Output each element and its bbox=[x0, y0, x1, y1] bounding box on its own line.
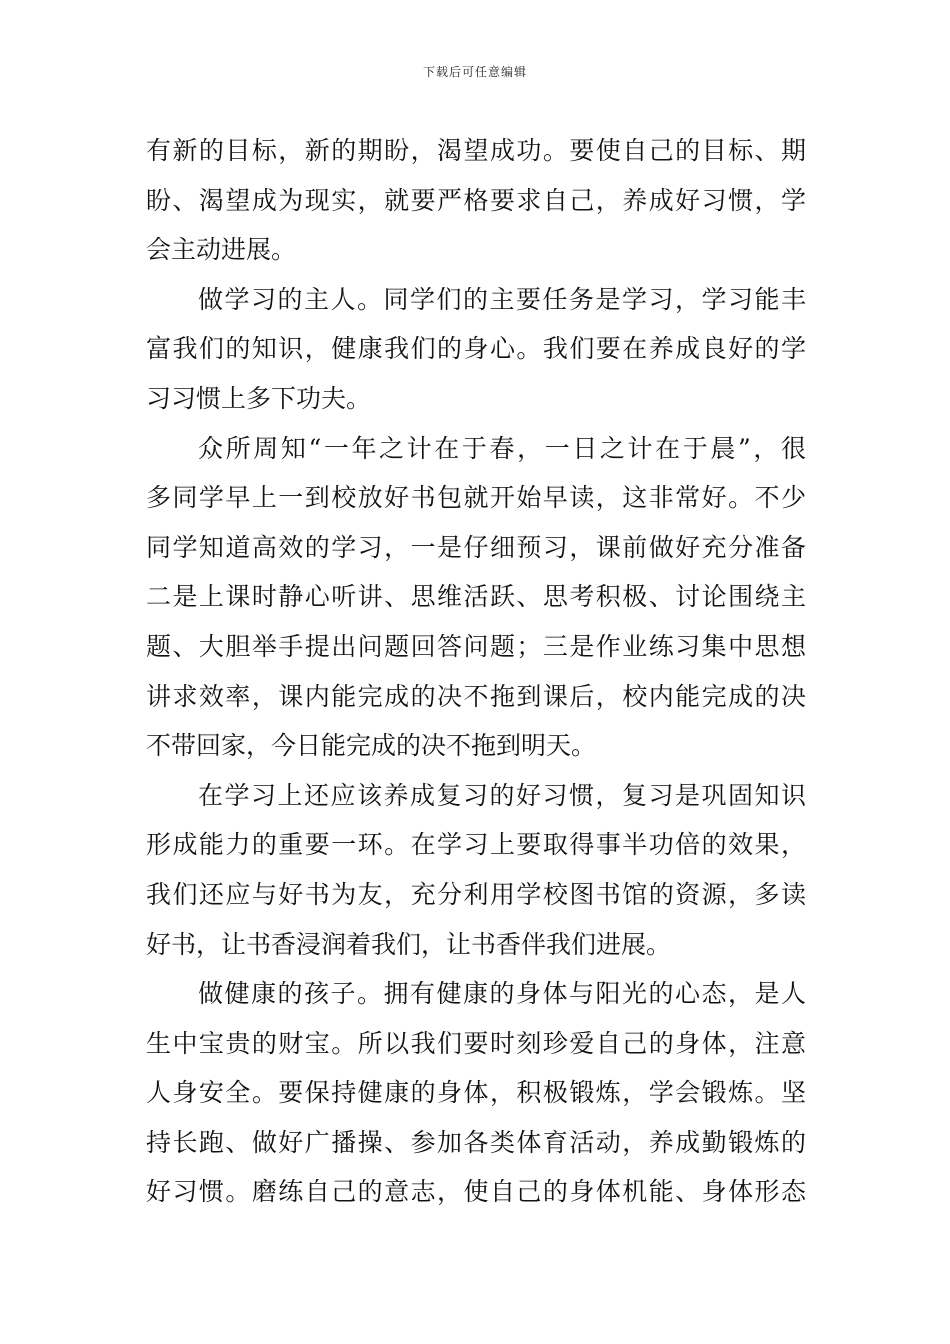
text-line: 不带回家，今日能完成的决不拖到明天。 bbox=[146, 731, 597, 761]
text-line: 富我们的知识，健康我们的身心。我们要在养成良好的学 bbox=[146, 334, 806, 364]
text-line: 讲求效率，课内能完成的决不拖到课后，校内能完成的决 bbox=[146, 681, 806, 711]
text-line: 会主动进展。 bbox=[146, 235, 297, 265]
page-header: 下载后可任意编辑 bbox=[422, 65, 527, 79]
text-line: 我们还应与好书为友，充分利用学校图书馆的资源，多读 bbox=[146, 879, 806, 909]
text-line: 多同学早上一到校放好书包就开始早读，这非常好。不少 bbox=[146, 483, 806, 513]
text-line: 人身安全。要保持健康的身体，积极锻炼，学会锻炼。坚 bbox=[146, 1078, 806, 1108]
paragraph-first-line: 众所周知“一年之计在于春，一日之计在于晨”，很 bbox=[198, 433, 806, 463]
paragraph-first-line: 做健康的孩子。拥有健康的身体与阳光的心态，是人 bbox=[198, 979, 806, 1009]
paragraph-first-line: 在学习上还应该养成复习的好习惯，复习是巩固知识 bbox=[198, 780, 806, 810]
text-line: 好习惯。磨练自己的意志，使自己的身体机能、身体形态 bbox=[146, 1177, 806, 1207]
text-line: 同学知道高效的学习，一是仔细预习，课前做好充分准备 bbox=[146, 532, 806, 562]
text-line: 习习惯上多下功夫。 bbox=[146, 383, 372, 413]
text-line: 形成能力的重要一环。在学习上要取得事半功倍的效果， bbox=[146, 830, 806, 860]
text-line: 题、大胆举手提出问题回答问题；三是作业练习集中思想 bbox=[146, 631, 806, 661]
text-line: 好书，让书香浸润着我们，让书香伴我们进展。 bbox=[146, 929, 672, 959]
text-line: 二是上课时静心听讲、思维活跃、思考积极、讨论围绕主 bbox=[146, 582, 806, 612]
paragraph-first-line: 做学习的主人。同学们的主要任务是学习，学习能丰 bbox=[198, 284, 806, 314]
text-line: 持长跑、做好广播操、参加各类体育活动，养成勤锻炼的 bbox=[146, 1127, 806, 1157]
body-text bbox=[146, 126, 806, 1217]
text-line: 盼、渴望成为现实，就要严格要求自己，养成好习惯，学 bbox=[146, 185, 806, 215]
text-line: 有新的目标，新的期盼，渴望成功。要使自己的目标、期 bbox=[146, 136, 806, 165]
text-line: 生中宝贵的财宝。所以我们要时刻珍爱自己的身体，注意 bbox=[146, 1028, 806, 1058]
